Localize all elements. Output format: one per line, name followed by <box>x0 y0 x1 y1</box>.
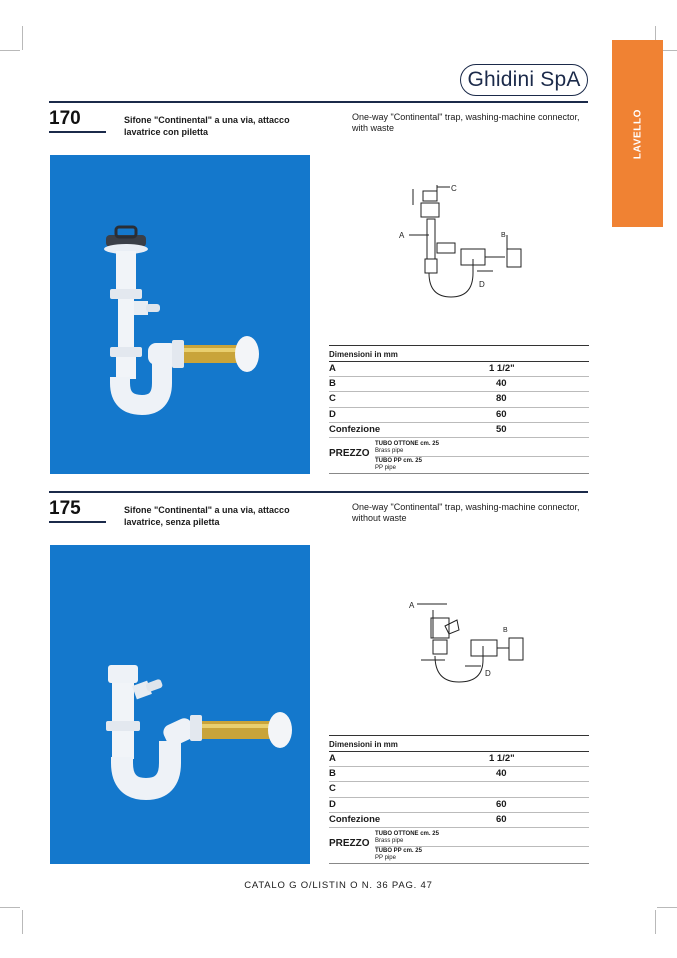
table-row <box>329 767 589 782</box>
row-key: B <box>329 378 336 390</box>
table-row <box>329 408 589 423</box>
product-photo <box>50 155 310 474</box>
row-key: C <box>329 783 336 795</box>
trap-without-waste-illustration <box>50 545 310 864</box>
dim-label-b: B <box>503 627 508 634</box>
price-option-en: PP pipe <box>375 464 396 471</box>
row-value: 50 <box>496 423 507 435</box>
dim-label-d: D <box>485 669 491 678</box>
product-code: 175 <box>49 498 81 519</box>
row-value: 40 <box>496 378 507 390</box>
product-photo <box>50 545 310 864</box>
price-option-en: Brass pipe <box>375 837 404 844</box>
price-label: PREZZO <box>329 447 370 459</box>
section-tab <box>612 40 663 227</box>
table-row <box>329 362 589 377</box>
row-key: Confezione <box>329 423 381 435</box>
brand-logo-text: Ghidini SpA <box>467 68 581 91</box>
product-code-underline <box>49 131 106 133</box>
table-row <box>329 392 589 407</box>
price-option <box>375 441 439 455</box>
page-footer: CATALO G O/LISTIN O N. 36 PAG. 47 <box>244 880 433 891</box>
section-rule <box>49 491 588 493</box>
price-option-en: PP pipe <box>375 854 396 861</box>
technical-drawing <box>395 175 535 315</box>
crop-mark <box>0 907 20 908</box>
product-title-en: One-way "Continental" trap, washing-machine connector, with waste <box>352 112 580 133</box>
price-option <box>375 458 422 472</box>
row-key: C <box>329 393 336 405</box>
table-header: Dimensioni in mm <box>329 735 589 752</box>
technical-drawing <box>405 590 535 700</box>
row-value: 40 <box>496 768 507 780</box>
table-row <box>329 813 589 828</box>
row-value: 80 <box>496 393 507 405</box>
table-row <box>329 782 589 797</box>
row-key: B <box>329 768 336 780</box>
dim-label-b: B <box>501 232 506 239</box>
price-option-it: TUBO PP cm. 25 <box>375 847 422 854</box>
price-row <box>329 438 589 474</box>
crop-mark <box>655 910 656 934</box>
table-header: Dimensioni in mm <box>329 345 589 362</box>
brand-logo <box>460 64 588 96</box>
section-tab-label: LAVELLO <box>632 108 643 159</box>
price-option-en: Brass pipe <box>375 447 404 454</box>
crop-mark <box>22 26 23 50</box>
row-key: D <box>329 408 336 420</box>
crop-mark <box>22 910 23 934</box>
trap-with-waste-illustration <box>50 155 310 474</box>
price-divider <box>375 846 589 847</box>
trap-without-waste-diagram <box>405 590 535 700</box>
product-code: 170 <box>49 108 81 129</box>
price-option <box>375 848 422 862</box>
price-option <box>375 831 439 845</box>
row-value: 60 <box>496 798 507 810</box>
price-option-it: TUBO PP cm. 25 <box>375 457 422 464</box>
trap-with-waste-diagram <box>395 175 535 315</box>
price-option-it: TUBO OTTONE cm. 25 <box>375 830 439 837</box>
table-row <box>329 377 589 392</box>
price-divider <box>375 456 589 457</box>
dim-label-c: C <box>451 184 457 193</box>
dim-label-d: D <box>479 280 485 289</box>
price-row <box>329 828 589 864</box>
row-key: A <box>329 753 336 764</box>
product-title-it: Sifone "Continental" a una via, attacco lavatrice con piletta <box>124 115 290 137</box>
dim-label-a: A <box>399 231 405 240</box>
section-rule <box>49 101 588 103</box>
product-title-en: One-way "Continental" trap, washing-machine connector, without waste <box>352 502 580 523</box>
table-row <box>329 752 589 767</box>
price-label: PREZZO <box>329 837 370 849</box>
row-value: 1 1/2" <box>489 753 515 764</box>
crop-mark <box>0 50 20 51</box>
row-value: 1 1/2" <box>489 363 515 374</box>
row-key: A <box>329 363 336 374</box>
dimensions-table <box>329 345 589 474</box>
row-value: 60 <box>496 408 507 420</box>
product-title-it: Sifone "Continental" a una via, attacco lavatrice, senza piletta <box>124 505 290 527</box>
row-key: D <box>329 798 336 810</box>
dim-label-a: A <box>409 601 415 610</box>
price-option-it: TUBO OTTONE cm. 25 <box>375 440 439 447</box>
table-row <box>329 798 589 813</box>
product-code-underline <box>49 521 106 523</box>
dimensions-table <box>329 735 589 864</box>
table-row <box>329 423 589 438</box>
row-key: Confezione <box>329 813 381 825</box>
crop-mark <box>657 907 677 908</box>
row-value: 60 <box>496 813 507 825</box>
